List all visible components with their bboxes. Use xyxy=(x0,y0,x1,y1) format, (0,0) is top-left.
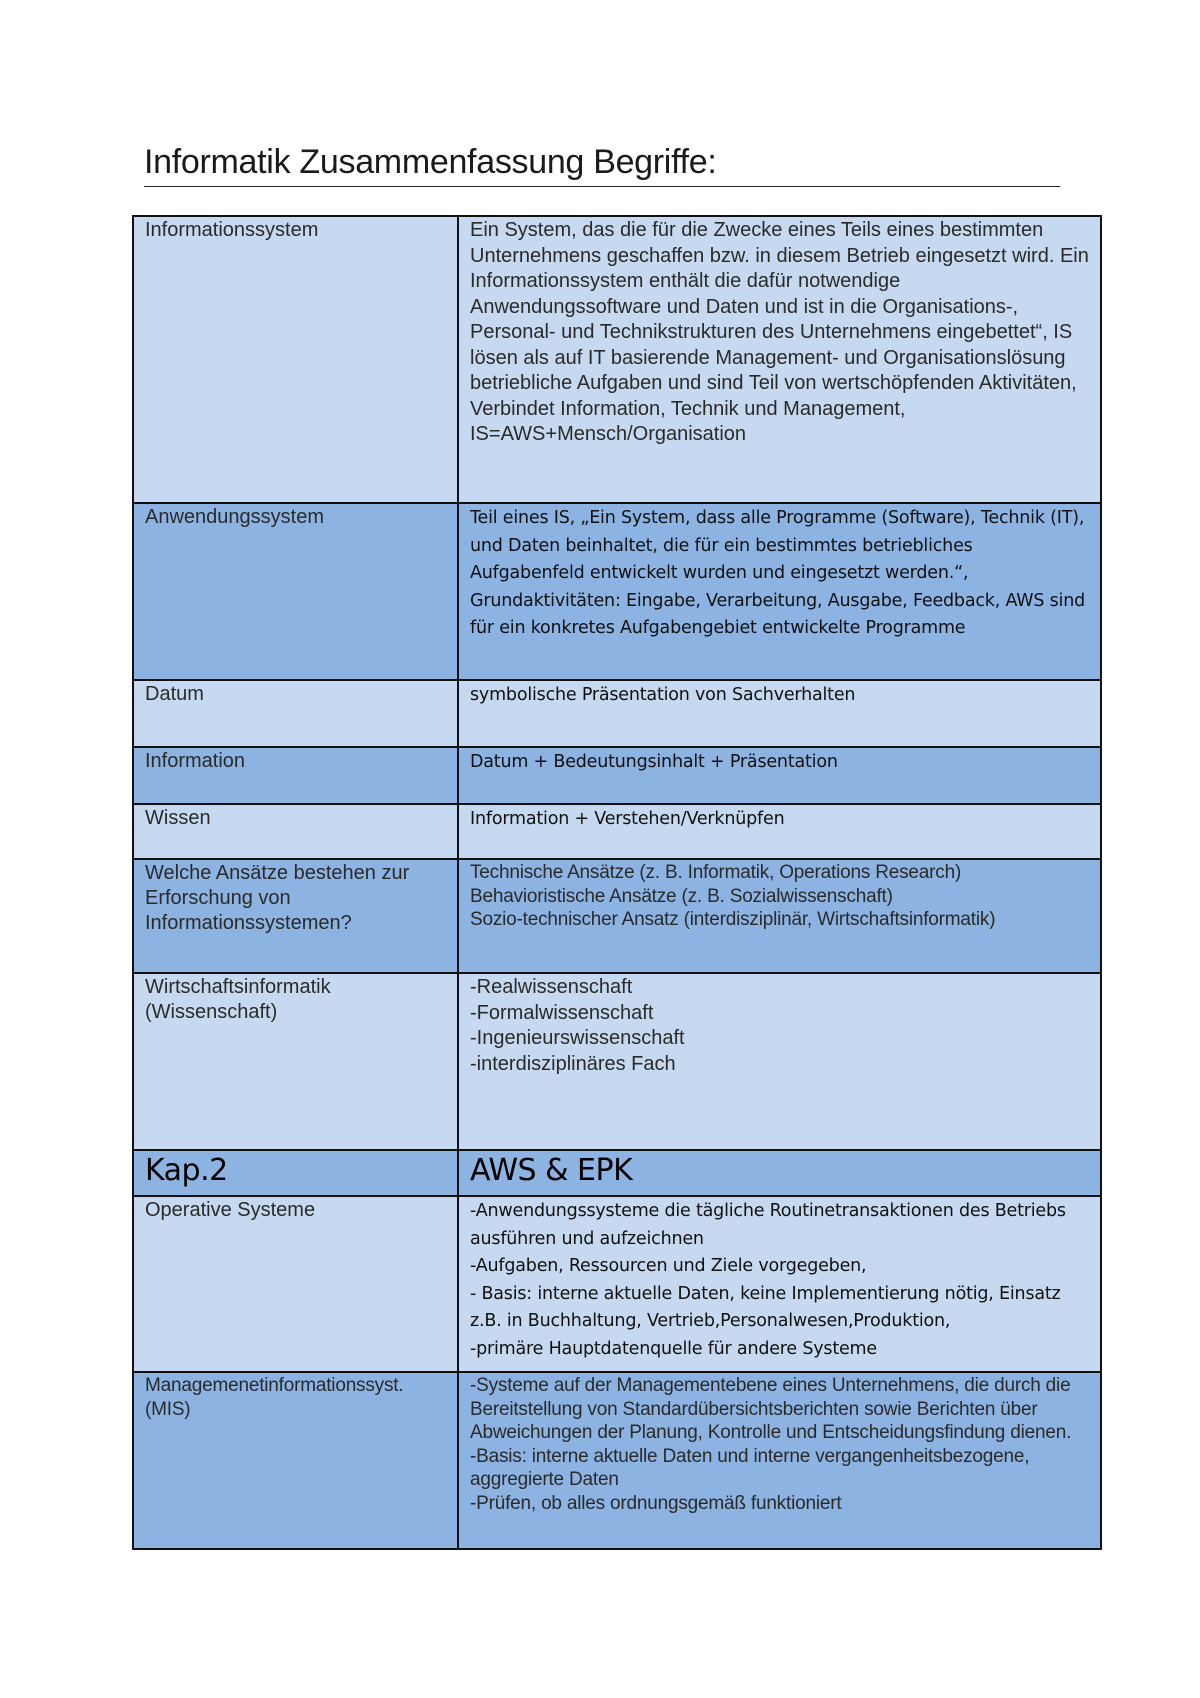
definition-cell xyxy=(458,1196,1101,1372)
table-row xyxy=(133,747,1101,804)
term-cell xyxy=(133,503,458,680)
definition-line: - Basis: interne aktuelle Daten, keine Implementierung nötig, Einsatz z.B. in Buchhaltung, Vertrieb,Personalwesen,Produktion, xyxy=(470,1283,1061,1331)
definition-line: -Formalwissenschaft xyxy=(470,1001,654,1024)
definition-cell xyxy=(458,1372,1101,1549)
definition-line: -interdisziplinäres Fach xyxy=(470,1052,676,1075)
term-cell xyxy=(133,1196,458,1372)
definition-line: -Anwendungssysteme die tägliche Routinetransaktionen des Betriebs ausführen und aufzeichnen xyxy=(470,1201,1066,1249)
definition-text: Teil eines IS, „Ein System, dass alle Programme (Software), Technik (IT), und Daten beinhaltet, die für ein bestimmtes betriebliches Aufgabenfeld entwickelt wurden und eingesetzt werden.“, Grundaktivitäten: Eingabe, Verarbeitung, Ausgabe, Feedback, AWS sind für ein konkretes Aufgabengebiet entwickelte Programme xyxy=(470,508,1086,638)
term-label: Wissen xyxy=(145,807,211,829)
definition-text: symbolische Präsentation von Sachverhalten xyxy=(470,685,856,705)
definition-cell xyxy=(458,747,1101,804)
definition-cell xyxy=(458,216,1101,503)
term-cell xyxy=(133,747,458,804)
table-row xyxy=(133,216,1101,503)
definition-cell xyxy=(458,973,1101,1150)
definition-line: -Aufgaben, Ressourcen und Ziele vorgegeben, xyxy=(470,1256,867,1276)
definition-line: -Ingenieurswissenschaft xyxy=(470,1027,685,1049)
definition-line: Behavioristische Ansätze (z. B. Sozialwissenschaft) xyxy=(470,885,893,907)
definition-line: -Realwissenschaft xyxy=(470,976,633,998)
terms-table xyxy=(132,215,1102,1550)
term-label: Managemenetinformationssyst. (MIS) xyxy=(145,1375,404,1420)
definition-text: Datum + Bedeutungsinhalt + Präsentation xyxy=(470,752,838,772)
definition-cell xyxy=(458,804,1101,859)
term-label: Welche Ansätze bestehen zur Erforschung von Informationssystemen? xyxy=(145,862,410,934)
term-cell xyxy=(133,859,458,973)
term-label: Datum xyxy=(145,683,204,705)
term-label: Operative Systeme xyxy=(145,1199,316,1221)
table-row xyxy=(133,680,1101,747)
term-label: Wirtschaftsinformatik (Wissenschaft) xyxy=(145,976,331,1023)
definition-text: Ein System, das die für die Zwecke eines Teils eines bestimmten Unternehmens geschaffen bzw. in diesem Betrieb eingesetzt wird. Ein Informationssystem enthält die dafür notwendige Anwendungssoftware und Daten und ist in die Organisations-, Personal- und Technikstrukturen des Unternehmens eingebettet“, IS lösen als auf IT basierende Management- und Organisationslösung betriebliche Aufgaben und sind Teil von wertschöpfenden Aktivitäten, Verbindet Information, Technik und Management, IS=AWS+Mensch/Organisation xyxy=(470,219,1089,445)
term-label: Anwendungssystem xyxy=(145,506,324,528)
term-cell xyxy=(133,973,458,1150)
table-row xyxy=(133,804,1101,859)
table-row xyxy=(133,503,1101,680)
definition-cell xyxy=(458,859,1101,973)
term-cell xyxy=(133,1372,458,1549)
definition-line: -Systeme auf der Managementebene eines Unternehmens, die durch die Bereitstellung von Standardübersichtsberichten sowie Berichten über Abweichungen der Planung, Kontrolle und Entscheidungsfindung dienen. xyxy=(470,1375,1072,1443)
definition-line: -Prüfen, ob alles ordnungsgemäß funktioniert xyxy=(470,1492,842,1514)
definition-cell xyxy=(458,503,1101,680)
table-row xyxy=(133,1372,1101,1549)
table-row xyxy=(133,859,1101,973)
definition-line: Sozio-technischer Ansatz (interdisziplinär, Wirtschaftsinformatik) xyxy=(470,909,996,930)
chapter-title-cell xyxy=(458,1150,1101,1196)
term-label: Information xyxy=(145,750,246,772)
definition-line: -Basis: interne aktuelle Daten und interne vergangenheitsbezogene, aggregierte Daten xyxy=(470,1445,1030,1490)
table-row xyxy=(133,973,1101,1150)
page-title: Informatik Zusammenfassung Begriffe: xyxy=(144,140,1060,187)
chapter-title: AWS & EPK xyxy=(470,1153,633,1188)
chapter-label: Kap.2 xyxy=(145,1153,228,1188)
definition-line: -primäre Hauptdatenquelle für andere Systeme xyxy=(470,1338,877,1359)
term-cell xyxy=(133,680,458,747)
definition-text: Information + Verstehen/Verknüpfen xyxy=(470,809,785,829)
definition-cell xyxy=(458,680,1101,747)
term-cell xyxy=(133,804,458,859)
chapter-label-cell xyxy=(133,1150,458,1196)
table-row xyxy=(133,1196,1101,1372)
definition-line: Technische Ansätze (z. B. Informatik, Operations Research) xyxy=(470,862,962,883)
chapter-header-row xyxy=(133,1150,1101,1196)
term-label: Informationssystem xyxy=(145,219,319,241)
term-cell xyxy=(133,216,458,503)
